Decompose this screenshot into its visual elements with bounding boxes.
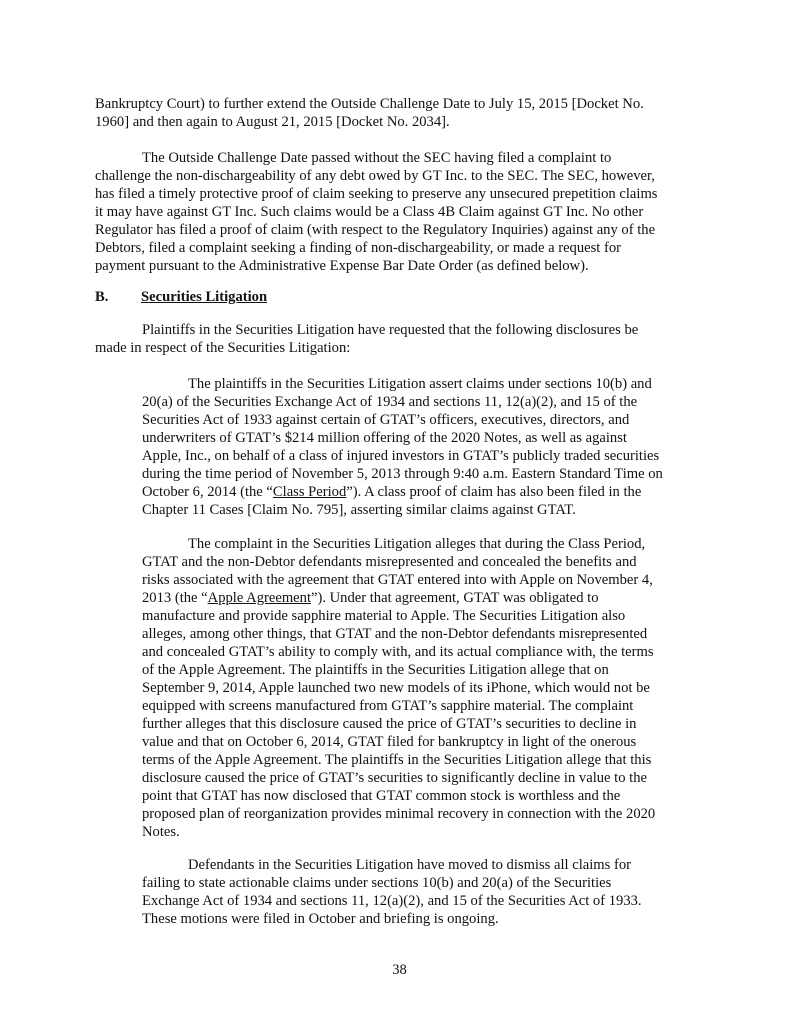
text-line: alleges, among other things, that GTAT and the non-Debtor defendants misrepresented: [142, 626, 648, 642]
text-line: Defendants in the Securities Litigation have moved to dismiss all claims for: [188, 857, 631, 873]
text-line: disclosure caused the price of GTAT’s securities to significantly decline in value to the: [142, 770, 648, 786]
text-line: has filed a timely protective proof of claim seeking to preserve any unsecured prepetition claims: [95, 186, 658, 202]
continuation-paragraph: [95, 95, 644, 131]
text-line: proposed plan of reorganization provides minimal recovery in connection with the 2020: [142, 806, 656, 822]
block-quote-paragraph-1: [142, 375, 663, 519]
text-line: it may have against GT Inc. Such claims would be a Class 4B Claim against GT Inc. No other: [95, 204, 644, 220]
text-line: September 9, 2014, Apple launched two new models of its iPhone, which would not be: [142, 680, 650, 696]
text-line: and concealed GTAT’s ability to comply with, and its actual compliance with, the terms: [142, 644, 654, 660]
text-line: terms of the Apple Agreement. The plaintiffs in the Securities Litigation allege that this: [142, 752, 652, 768]
defined-term-class-period: Class Period: [272, 484, 347, 500]
text-line: Plaintiffs in the Securities Litigation have requested that the following disclosures be: [142, 322, 639, 338]
text-line: payment pursuant to the Administrative Expense Bar Date Order (as defined below).: [95, 258, 589, 274]
text-line: during the time period of November 5, 2013 through 9:40 a.m. Eastern Standard Time on: [142, 466, 663, 482]
section-number: B.: [95, 289, 109, 305]
text-line: challenge the non-dischargeability of any debt owed by GT Inc. to the SEC. The SEC, however,: [95, 168, 655, 184]
text-line: further alleges that this disclosure caused the price of GTAT’s securities to decline in: [142, 716, 637, 732]
text-line: GTAT and the non-Debtor defendants misrepresented and concealed the benefits and: [142, 554, 637, 570]
text-line: 20(a) of the Securities Exchange Act of 1934 and sections 11, 12(a)(2), and 15 of the: [142, 394, 638, 410]
text-line: The plaintiffs in the Securities Litigation assert claims under sections 10(b) and: [188, 376, 652, 392]
page-number: 38: [392, 962, 407, 978]
section-title: Securities Litigation: [141, 289, 268, 305]
text-line: Notes.: [142, 824, 180, 840]
text-line: [142, 483, 663, 501]
text-line: made in respect of the Securities Litigation:: [95, 340, 351, 356]
text-line: equipped with screens manufactured from GTAT’s sapphire material. The complaint: [142, 698, 634, 714]
text-line: failing to state actionable claims under sections 10(b) and 20(a) of the Securities: [142, 875, 612, 891]
text-line: Debtors, filed a complaint seeking a finding of non-dischargeability, or made a request for: [95, 240, 622, 256]
text-line: Bankruptcy Court) to further extend the Outside Challenge Date to July 15, 2015 [Docket No.: [95, 96, 644, 112]
text-line: Regulator has filed a proof of claim (with respect to the Regulatory Inquiries) against any of the: [95, 222, 656, 238]
text-line: The Outside Challenge Date passed without the SEC having filed a complaint to: [142, 150, 612, 166]
text-line: point that GTAT has now disclosed that GTAT common stock is worthless and the: [142, 788, 621, 804]
text-line: These motions were filed in October and briefing is ongoing.: [142, 911, 499, 927]
intro-paragraph: [95, 321, 638, 357]
block-quote-paragraph-2: [142, 535, 655, 841]
text-line: manufacture and provide sapphire material to Apple. The Securities Litigation also: [142, 608, 626, 624]
text-line: Chapter 11 Cases [Claim No. 795], asserting similar claims against GTAT.: [142, 502, 576, 518]
defined-term-apple-agreement: Apple Agreement: [207, 590, 311, 606]
text-line: underwriters of GTAT’s $214 million offering of the 2020 Notes, as well as against: [142, 430, 627, 446]
block-quote-paragraph-3: [142, 856, 642, 928]
text-fragment: ”). A class proof of claim has also been filed in the: [346, 484, 642, 500]
text-line: value and that on October 6, 2014, GTAT filed for bankruptcy in light of the onerous: [142, 734, 637, 750]
text-line: risks associated with the agreement that GTAT entered into with Apple on November 4,: [142, 572, 653, 588]
text-line: 1960] and then again to August 21, 2015 [Docket No. 2034].: [95, 114, 450, 130]
text-fragment: ”). Under that agreement, GTAT was obligated to: [311, 590, 599, 606]
text-fragment: 2013 (the “: [142, 590, 208, 606]
section-heading: [95, 288, 267, 306]
text-line: Securities Act of 1933 against certain of GTAT’s officers, executives, directors, and: [142, 412, 630, 428]
text-line: Apple, Inc., on behalf of a class of injured investors in GTAT’s publicly traded securities: [142, 448, 660, 464]
text-line: [142, 589, 655, 607]
text-line: of the Apple Agreement. The plaintiffs in the Securities Litigation allege that on: [142, 662, 609, 678]
sec-paragraph: [95, 149, 657, 275]
text-line: The complaint in the Securities Litigation alleges that during the Class Period,: [188, 536, 646, 552]
text-line: Exchange Act of 1934 and sections 11, 12(a)(2), and 15 of the Securities Act of 1933.: [142, 893, 642, 909]
text-fragment: October 6, 2014 (the “: [142, 484, 273, 500]
